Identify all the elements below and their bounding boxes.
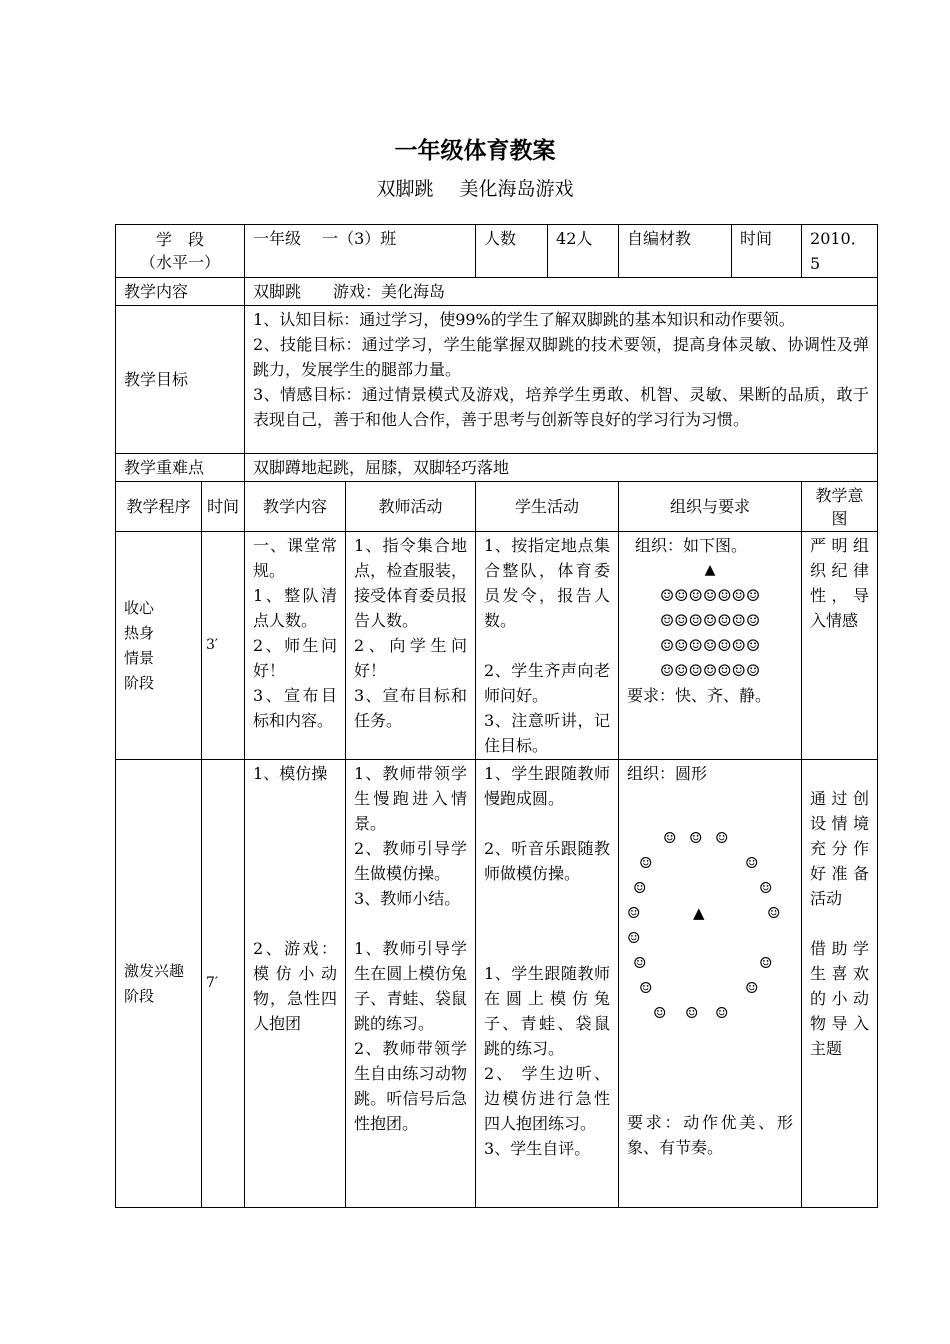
student-face-icon: ☺ — [745, 854, 759, 872]
material-value: 自编材教 — [619, 225, 732, 278]
count-label: 人数 — [476, 225, 548, 278]
document-subtitle — [0, 174, 950, 201]
column-header-row — [116, 482, 878, 532]
col-time: 时间 — [202, 482, 245, 532]
student-face-icon: ☺ — [639, 979, 653, 997]
student-face-icon: ☺ — [685, 1004, 699, 1022]
student-face-icon: ☺ — [663, 829, 677, 847]
stage-content: 1、模仿操 2、游戏：模仿小动物，急性四人抱团 — [245, 760, 346, 1208]
goal-item: 2、技能目标：通过学习，学生能掌握双脚跳的技术要领，提高身体灵敏、协调性及弹跳力，发展学生的腿部力量。 — [253, 335, 870, 379]
goal-item: 3、情感目标：通过情景模式及游戏，培养学生勇敢、机智、灵敏、果断的品质，敢于表现自己，善于和他人合作，善于思考与创新等良好的学习行为习惯。 — [253, 385, 870, 429]
org-requirement: 要求：动作优美、形象、有节奏。 — [627, 1113, 794, 1157]
student-face-icon: ☺ — [759, 954, 773, 972]
key-value: 双脚蹲地起跳，屈膝，双脚轻巧落地 — [245, 454, 878, 482]
student-face-icon: ☺ — [633, 954, 647, 972]
teacher-activity: 1、教师带领学生慢跑进入情景。 2、教师引导学生做模仿操。 3、教师小结。 1、教师引导学生在圆上模仿兔子、青蛙、袋鼠跳的练习。 2、教师带领学生自由练习动物跳。听信号后急性抱团。 — [346, 760, 476, 1208]
student-face-icon: ☺ — [715, 1004, 729, 1022]
time-label: 时间 — [732, 225, 802, 278]
student-face-icon: ☺ — [627, 929, 641, 947]
goals-list — [245, 306, 878, 454]
content-value: 双脚跳 游戏：美化海岛 — [245, 278, 878, 306]
col-content: 教学内容 — [245, 482, 346, 532]
col-procedure: 教学程序 — [116, 482, 202, 532]
col-org: 组织与要求 — [619, 482, 802, 532]
student-face-icon: ☺ — [689, 829, 703, 847]
count-value: 42人 — [548, 225, 619, 278]
teaching-intent — [802, 760, 878, 1208]
formation-row: ☺☺☺☺☺☺☺ — [659, 661, 761, 680]
content-row — [116, 278, 878, 306]
subtitle-game: 美化海岛游戏 — [459, 178, 574, 200]
formation-row: ☺☺☺☺☺☺☺ — [659, 586, 761, 605]
stage-name: 收心 热身 情景 阶段 — [116, 532, 202, 760]
goals-row — [116, 306, 878, 454]
student-face-icon: ☺ — [639, 854, 653, 872]
stage-content: 一、课堂常规。 1、整队清点人数。 2、师生问好！ 3、宣布目标和内容。 — [245, 532, 346, 760]
goals-label: 教学目标 — [116, 306, 245, 454]
teacher-activity: 1、指令集合地点，检查服装，接受体育委员报告人数。 2、向学生问好！ 3、宣布目标和任务。 — [346, 532, 476, 760]
lesson-plan-table — [115, 224, 878, 1208]
stage-time: 3′ — [202, 532, 245, 760]
org-title: 组织：圆形 — [627, 764, 708, 783]
student-activity: 1、学生跟随教师慢跑成圆。 2、听音乐跟随教师做模仿操。 1、学生跟随教师在圆上模仿兔子、青蛙、袋鼠跳的练习。 2、 学生边听、边模仿进行急性四人抱团练习。 3、学生自评。 — [476, 760, 619, 1208]
stage-label: 学 段 （水平一） — [116, 225, 245, 278]
student-face-icon: ☺ — [767, 904, 781, 922]
class-value: 一年级 一（3）班 — [245, 225, 476, 278]
organization — [619, 760, 802, 1208]
stage-name: 激发兴趣阶段 — [116, 760, 202, 1208]
stage-row-warmup — [116, 532, 878, 760]
student-face-icon: ☺ — [759, 879, 773, 897]
time-value: 2010．5 — [802, 225, 878, 278]
col-intent: 教学意图 — [802, 482, 878, 532]
key-row — [116, 454, 878, 482]
header-row — [116, 225, 878, 278]
teacher-triangle-icon: ▲ — [693, 904, 705, 922]
content-label: 教学内容 — [116, 278, 245, 306]
formation-row: ☺☺☺☺☺☺☺ — [659, 636, 761, 655]
student-activity: 1、按指定地点集合整队，体育委员发令，报告人数。 2、学生齐声向老师问好。 3、注意听讲，记住目标。 — [476, 532, 619, 760]
col-teacher: 教师活动 — [346, 482, 476, 532]
stage-row-interest — [116, 760, 878, 1208]
stage-time: 7′ — [202, 760, 245, 1208]
col-student: 学生活动 — [476, 482, 619, 532]
org-requirement: 要求：快、齐、静。 — [627, 686, 772, 705]
student-face-icon: ☺ — [627, 904, 641, 922]
circle-formation — [627, 786, 793, 1036]
key-label: 教学重难点 — [116, 454, 245, 482]
teacher-triangle-icon: ▲ — [704, 562, 716, 578]
teaching-intent: 严明组织纪律性，导入情感 — [802, 532, 878, 760]
goal-item: 1、认知目标：通过学习，使99%的学生了解双脚跳的基本知识和动作要领。 — [253, 310, 795, 329]
student-face-icon: ☺ — [633, 879, 647, 897]
intent-part: 借助学生喜欢的小动物导入主题 — [810, 939, 870, 1058]
intent-part: 通过创设情境充分作好准备活动 — [810, 789, 870, 908]
formation-row: ☺☺☺☺☺☺☺ — [659, 611, 761, 630]
organization — [619, 532, 802, 760]
document-title: 一年级体育教案 — [394, 137, 556, 164]
subtitle-lesson: 双脚跳 — [376, 178, 434, 200]
student-face-icon: ☺ — [715, 829, 729, 847]
org-title: 组织：如下图。 — [635, 536, 748, 555]
student-face-icon: ☺ — [745, 979, 759, 997]
student-face-icon: ☺ — [653, 1004, 667, 1022]
